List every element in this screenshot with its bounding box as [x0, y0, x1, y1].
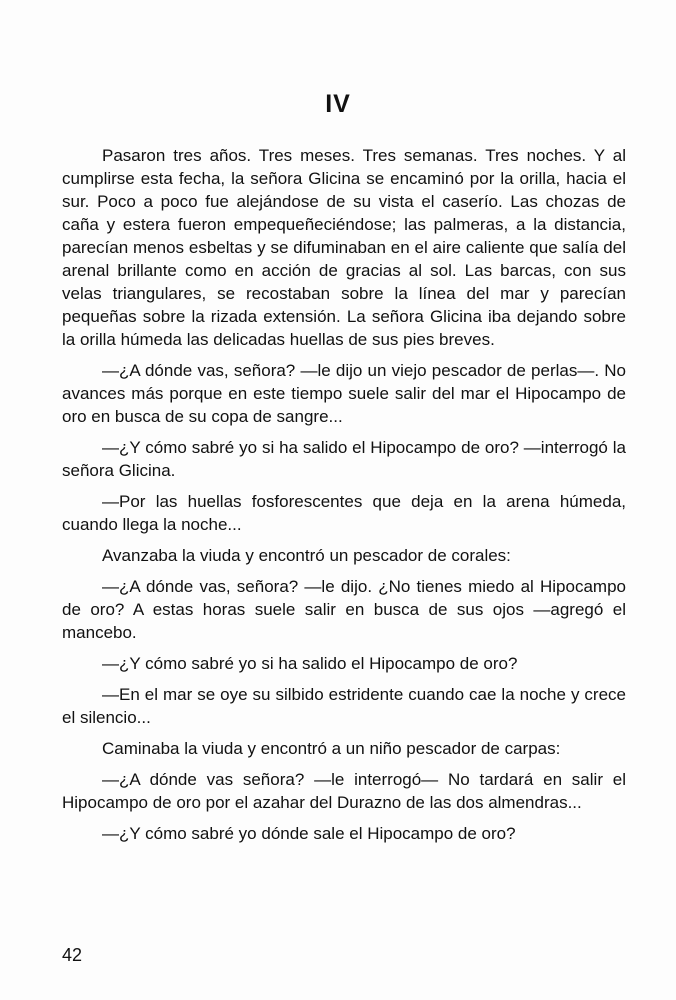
paragraph-6: —¿A dónde vas, señora? —le dijo. ¿No tienes miedo al Hipocampo de oro? A estas horas suele salir en busca de sus ojos —agregó el mancebo.: [62, 577, 626, 642]
paragraph-1: Pasaron tres años. Tres meses. Tres semanas. Tres noches. Y al cumplirse esta fecha, la señora Glicina se encaminó por la orilla, hacia el sur. Poco a poco fue alejándose de su vista el caserío. Las chozas de caña y estera fueron empequeñeciéndose; las palmeras, a la distancia, parecían menos esbeltas y se difuminaban en el aire caliente que salía del arenal brillante como en acción de gracias al sol. Las barcas, con sus velas triangulares, se recostaban sobre la línea del mar y parecían pequeñas sobre la rizada extensión. La señora Glicina iba dejando sobre la orilla húmeda las delicadas huellas de sus pies breves.: [62, 146, 626, 349]
paragraph-3: —¿Y cómo sabré yo si ha salido el Hipocampo de oro? —interrogó la señora Glicina.: [62, 438, 626, 480]
paragraph-5: Avanzaba la viuda y encontró un pescador de corales:: [102, 546, 511, 565]
page-number: 42: [62, 945, 83, 965]
paragraph-11: —¿Y cómo sabré yo dónde sale el Hipocampo de oro?: [102, 824, 516, 843]
paragraph-8: —En el mar se oye su silbido estridente cuando cae la noche y crece el silencio...: [62, 685, 626, 727]
paragraph-2: —¿A dónde vas, señora? —le dijo un viejo pescador de perlas—. No avances más porque en este tiempo suele salir del mar el Hipocampo de oro en busca de su copa de sangre...: [62, 361, 626, 426]
paragraph-4: —Por las huellas fosforescentes que deja en la arena húmeda, cuando llega la noche...: [62, 492, 626, 534]
body-text: [62, 144, 626, 853]
paragraph-10: —¿A dónde vas señora? —le interrogó— No tardará en salir el Hipocampo de oro por el azahar del Durazno de las dos almendras...: [62, 770, 626, 812]
paragraph-7: —¿Y cómo sabré yo si ha salido el Hipocampo de oro?: [102, 654, 518, 673]
chapter-heading: IV: [325, 90, 351, 118]
paragraph-9: Caminaba la viuda y encontró a un niño pescador de carpas:: [102, 739, 561, 758]
